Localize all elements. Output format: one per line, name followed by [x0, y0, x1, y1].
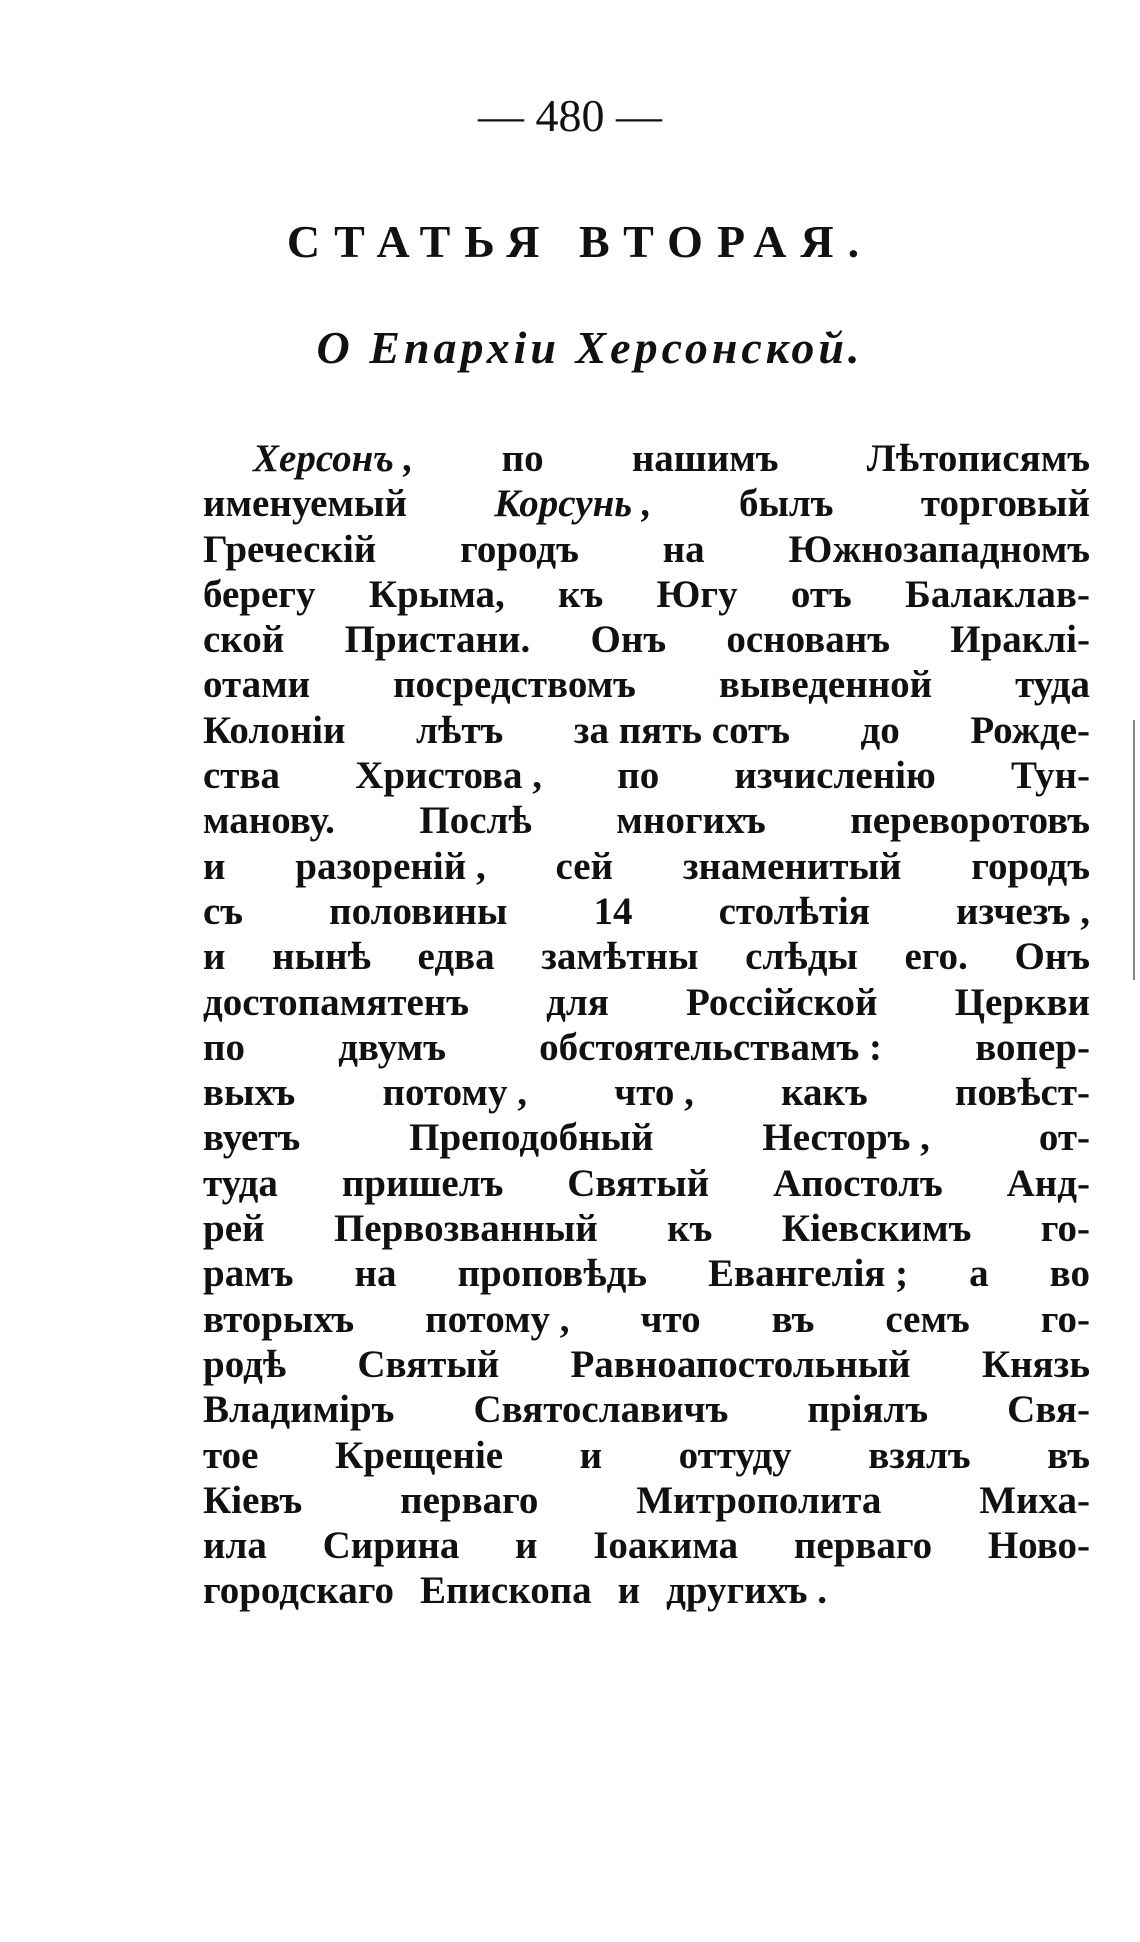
word: Балаклав-	[905, 572, 1090, 616]
word: пришелъ	[341, 1161, 504, 1205]
word: потому ,	[382, 1071, 527, 1115]
word: Князь	[981, 1342, 1090, 1386]
word: обстоятельствамъ :	[539, 1025, 882, 1069]
word: Колоніи	[203, 708, 346, 752]
word: на	[354, 1252, 397, 1296]
text-line	[203, 798, 1090, 843]
text-line	[203, 1206, 1090, 1251]
word: Южнозападномъ	[788, 527, 1090, 571]
word: Святый	[357, 1342, 500, 1386]
word: туда	[203, 1161, 278, 1205]
body-text	[203, 436, 1090, 1614]
word: Россійской	[686, 980, 878, 1024]
word: го-	[1040, 1207, 1090, 1251]
word: Тун-	[1010, 754, 1090, 798]
text-line	[203, 1342, 1090, 1387]
word: что	[640, 1297, 701, 1341]
word: Херсонъ ,	[253, 437, 414, 480]
word: ила	[203, 1524, 267, 1568]
text-line	[203, 1478, 1090, 1523]
word: лѣтъ	[416, 708, 504, 752]
text-line	[203, 1025, 1090, 1070]
word: посредствомъ	[393, 663, 636, 707]
word: и	[203, 935, 226, 979]
word: во	[1049, 1252, 1090, 1296]
word: 14	[593, 889, 633, 933]
word: Первозванный	[333, 1207, 598, 1251]
word: двумъ	[338, 1025, 446, 1069]
word: по	[617, 754, 660, 798]
word: и	[579, 1433, 603, 1477]
text-line	[203, 1297, 1090, 1342]
word: слѣды	[745, 935, 858, 979]
word: рей	[203, 1207, 265, 1251]
word: по	[501, 437, 544, 480]
word: пріялъ	[807, 1388, 929, 1432]
word: отами	[203, 663, 311, 707]
word: съ	[203, 889, 244, 933]
section-title: О Епархіи Херсонской.	[316, 322, 864, 373]
word: Онъ	[590, 618, 667, 662]
word: повѣст-	[955, 1071, 1090, 1115]
word: Греческій	[203, 527, 377, 571]
word: вуетъ	[203, 1116, 301, 1160]
word: изчисленію	[734, 754, 936, 798]
word: для	[546, 980, 609, 1024]
word: Епископа	[419, 1569, 592, 1613]
text-line	[203, 753, 1090, 798]
word: едва	[417, 935, 495, 979]
word: Онъ	[1014, 935, 1090, 979]
text-line	[203, 527, 1090, 572]
word: многихъ	[616, 799, 766, 843]
word: вопер-	[975, 1025, 1090, 1069]
text-line	[203, 1387, 1090, 1432]
word: городъ	[460, 527, 579, 571]
word: Владиміръ	[203, 1388, 395, 1432]
word: въ	[1047, 1433, 1090, 1477]
word: Крыма,	[368, 572, 505, 616]
word: Анд-	[1006, 1161, 1090, 1205]
word: до	[860, 708, 900, 752]
word: столѣтія	[718, 889, 870, 933]
word: къ	[667, 1207, 713, 1251]
word: замѣтны	[541, 935, 699, 979]
word: выведенной	[718, 663, 933, 707]
text-line	[203, 662, 1090, 707]
word: знаменитый	[682, 844, 902, 888]
word: Миха-	[979, 1478, 1090, 1522]
text-line	[203, 980, 1090, 1025]
text-line	[203, 1523, 1090, 1568]
word: потому ,	[425, 1297, 570, 1341]
word: рамъ	[203, 1252, 294, 1296]
text-line	[203, 617, 1090, 662]
word: отъ	[790, 572, 852, 616]
word: Югу	[656, 572, 738, 616]
word: перваго	[400, 1478, 539, 1522]
word: нынѣ	[272, 935, 371, 979]
word: проповѣдь	[457, 1252, 647, 1296]
text-line	[203, 889, 1090, 934]
word: былъ	[738, 482, 834, 526]
word: Крещеніе	[334, 1433, 504, 1477]
text-line	[203, 844, 1090, 889]
word: го-	[1040, 1297, 1090, 1341]
word: ства	[203, 754, 281, 798]
text-line	[203, 1161, 1090, 1206]
word: въ	[771, 1297, 815, 1341]
text-line	[203, 1433, 1090, 1478]
word: Святый	[567, 1161, 710, 1205]
word: другихъ .	[666, 1569, 827, 1613]
word: а	[969, 1252, 989, 1296]
text-line	[203, 1568, 1090, 1613]
word: Кіевъ	[203, 1478, 303, 1522]
word: разореній ,	[295, 844, 486, 888]
word: и	[515, 1524, 538, 1568]
chapter-title: СТАТЬЯ ВТОРАЯ.	[286, 216, 874, 267]
word: нашимъ	[631, 437, 779, 480]
word: за пять сотъ	[573, 708, 790, 752]
text-line	[203, 934, 1090, 979]
word: взялъ	[868, 1433, 971, 1477]
word: семъ	[885, 1297, 970, 1341]
word: родѣ	[203, 1342, 287, 1386]
word: достопамятенъ	[203, 980, 469, 1024]
word: и	[617, 1569, 641, 1613]
word: Ираклі-	[950, 618, 1090, 662]
word: къ	[558, 572, 604, 616]
word: основанъ	[726, 618, 890, 662]
word: оттуду	[678, 1433, 792, 1477]
text-line	[203, 1115, 1090, 1160]
word: тое	[203, 1433, 259, 1477]
word: торговый	[920, 482, 1090, 526]
word: Святославичъ	[473, 1388, 729, 1432]
word: Преподобный	[409, 1116, 654, 1160]
word: переворотовъ	[850, 799, 1090, 843]
page-edge-mark	[1133, 720, 1135, 980]
word: его.	[904, 935, 968, 979]
word: выхъ	[203, 1071, 296, 1115]
word: манову.	[203, 799, 335, 843]
word: Сирина	[322, 1524, 460, 1568]
word: городъ	[971, 844, 1090, 888]
word: Христова ,	[355, 754, 543, 798]
word: Кіевскимъ	[781, 1207, 972, 1251]
text-line	[203, 481, 1090, 526]
word: Равноапостольный	[570, 1342, 911, 1386]
word: городскаго	[203, 1569, 394, 1613]
word: и	[203, 844, 226, 888]
text-line	[203, 572, 1090, 617]
word: Корсунь ,	[494, 482, 652, 526]
word: на	[662, 527, 705, 571]
word: именуемый	[203, 482, 407, 526]
word: туда	[1015, 663, 1090, 707]
text-line	[203, 1070, 1090, 1115]
word: от-	[1038, 1116, 1090, 1160]
word: ской	[203, 618, 285, 662]
word: перваго	[793, 1524, 933, 1568]
word: берегу	[203, 572, 316, 616]
text-line	[203, 708, 1090, 753]
word: сей	[555, 844, 614, 888]
word: изчезъ ,	[956, 889, 1090, 933]
word: Іоакима	[593, 1524, 739, 1568]
word: Несторъ ,	[762, 1116, 930, 1160]
word: Лѣтописямъ	[866, 437, 1090, 480]
word: Церкви	[954, 980, 1090, 1024]
text-line	[203, 436, 1090, 481]
word: Митрополита	[636, 1478, 882, 1522]
word: Пристани.	[344, 618, 531, 662]
word: вторыхъ	[203, 1297, 355, 1341]
word: Ново-	[987, 1524, 1090, 1568]
word: Евангелія ;	[708, 1252, 909, 1296]
word: половины	[329, 889, 508, 933]
word: что ,	[614, 1071, 694, 1115]
word: какъ	[781, 1071, 868, 1115]
word: Свя-	[1007, 1388, 1090, 1432]
word: Рожде-	[970, 708, 1090, 752]
word: Послѣ	[419, 799, 532, 843]
word: Апостолъ	[773, 1161, 943, 1205]
word: по	[203, 1025, 245, 1069]
text-line	[203, 1251, 1090, 1296]
page-number: — 480 —	[478, 90, 662, 141]
